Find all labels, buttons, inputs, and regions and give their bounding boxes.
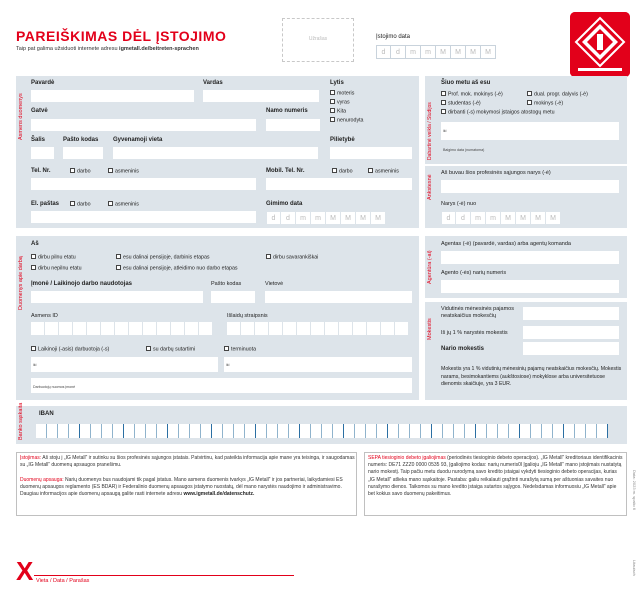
birth-date-input[interactable]	[266, 211, 386, 225]
iban-cell[interactable]	[113, 424, 124, 438]
date-cell[interactable]: d	[441, 211, 456, 225]
employment-panel	[16, 236, 419, 400]
fee-note: Mokestis yra 1 % vidutinių mėnesinių pajamų neatskaičius mokesčių. Mokestis narams, besimokantiems (aukštosiose) mokyklose arba universitetuose dienomis skaičiuje, yra 3 EUR.	[441, 366, 622, 388]
date-cell[interactable]: M	[451, 45, 466, 59]
street-field[interactable]	[31, 119, 256, 131]
iban-cell[interactable]	[443, 424, 454, 438]
legal-join-text: Įstojimas: Aš stoju į „IG Metall“ ir sutinku su šios profesinės sąjungos įstatais. Patvirtinu, kad pateikta informacija apie mane yra teisinga, ir saugodamas su „IG Metall“ duomenų apsaugos pranešimu.	[20, 455, 355, 469]
temp-until-placeholder-1: iki	[33, 363, 37, 367]
signature-mark: X	[16, 556, 34, 586]
iban-cell[interactable]	[333, 424, 344, 438]
iban-cell[interactable]	[355, 424, 366, 438]
name-field[interactable]	[203, 90, 319, 102]
iban-cell[interactable]	[377, 424, 388, 438]
employment-side-label: Duomenys apie darbą	[18, 256, 24, 310]
iban-cell[interactable]	[124, 424, 135, 438]
temp-agency-hint: Darbuotojų nuomos įmonė	[33, 385, 76, 389]
citizenship-label: Pilietybė	[330, 137, 355, 143]
activity-pupil-checkbox[interactable]: mokinys (-ė)	[527, 100, 563, 107]
city-label: Gyvenamoji vieta	[113, 137, 163, 143]
iban-cell[interactable]	[421, 424, 432, 438]
name-label: Vardas	[203, 80, 223, 86]
iban-cell[interactable]	[487, 424, 498, 438]
join-date-input[interactable]	[376, 45, 496, 59]
gender-other-checkbox[interactable]: Kita	[330, 108, 346, 115]
iban-cell[interactable]	[322, 424, 333, 438]
iban-cell[interactable]	[36, 424, 47, 438]
iban-cell[interactable]	[498, 424, 509, 438]
date-cell[interactable]: M	[546, 211, 561, 225]
iban-cell[interactable]	[289, 424, 300, 438]
with-contract-checkbox[interactable]: su darbų sutartimi	[146, 346, 195, 353]
agency-line-label: Agentas (-ė) (pavardė, vardas) arba agentų komanda	[441, 241, 571, 247]
date-cell[interactable]: m	[486, 211, 501, 225]
country-field[interactable]	[31, 147, 54, 159]
page-title: PAREIŠKIMAS DĖL ĮSTOJIMO	[16, 28, 227, 44]
ig-metall-logo-icon	[570, 12, 630, 77]
iban-cell[interactable]	[399, 424, 410, 438]
temp-until-field-2[interactable]	[224, 357, 412, 372]
birth-date-label: Gimimo data	[266, 201, 303, 207]
iban-cell[interactable]	[410, 424, 421, 438]
agency-name-field[interactable]	[441, 251, 619, 264]
iban-cell[interactable]	[256, 424, 267, 438]
employer-city-label: Vietovė	[265, 281, 284, 287]
agency-side-label: Agentūra (-ai)	[427, 250, 433, 284]
percent-label: Iš jų 1 % narystės mokestis	[441, 330, 508, 336]
activity-student-checkbox[interactable]: studentas (-ė)	[441, 100, 481, 107]
iban-cell[interactable]	[564, 424, 575, 438]
mobile-personal-checkbox[interactable]: asmeninis	[368, 168, 399, 175]
iban-cell[interactable]	[267, 424, 278, 438]
postal-label: Pašto kodas	[63, 137, 99, 143]
iban-cell[interactable]	[388, 424, 399, 438]
iban-cell[interactable]	[344, 424, 355, 438]
iban-cell[interactable]	[366, 424, 377, 438]
iban-cell[interactable]	[278, 424, 289, 438]
gender-label: Lytis	[330, 80, 344, 86]
activity-side-label: Dabartinė veikla / Studijos	[427, 102, 433, 160]
income-field[interactable]	[523, 307, 619, 320]
date-cell[interactable]: M	[356, 211, 371, 225]
activity-until-field[interactable]	[441, 122, 619, 140]
personal-id-cells[interactable]	[31, 322, 213, 335]
date-cell[interactable]: d	[456, 211, 471, 225]
date-cell[interactable]: m	[311, 211, 326, 225]
activity-apprentice-checkbox[interactable]: Prof. mok. mokinys (-ė)	[441, 91, 503, 98]
phone-personal-checkbox[interactable]: asmeninis	[108, 168, 139, 175]
iban-cell[interactable]	[135, 424, 146, 438]
iban-cell[interactable]	[432, 424, 443, 438]
surname-field[interactable]	[31, 90, 194, 102]
employer-postal-field[interactable]	[211, 291, 255, 303]
iban-cell[interactable]	[454, 424, 465, 438]
activity-dual-checkbox[interactable]: dual. progr. dalyvis (-ė)	[527, 91, 588, 98]
iban-cell[interactable]	[146, 424, 157, 438]
house-no-field[interactable]	[266, 119, 320, 131]
activity-vacation-checkbox[interactable]: dirbanti (-s) mokymosi įstaigos atostogų metu	[441, 109, 555, 116]
iban-cell[interactable]	[597, 424, 608, 438]
activity-until-placeholder: iki	[443, 129, 447, 133]
date-cell[interactable]: M	[481, 45, 496, 59]
previous-member-field[interactable]	[441, 180, 619, 193]
date-cell[interactable]: d	[281, 211, 296, 225]
phone-label: Tel. Nr.	[31, 168, 51, 174]
date-cell[interactable]: m	[296, 211, 311, 225]
iban-cell[interactable]	[58, 424, 69, 438]
iban-cell[interactable]	[476, 424, 487, 438]
iban-label: IBAN	[39, 411, 54, 417]
phone-field[interactable]	[31, 178, 256, 190]
pay-group-cells[interactable]	[227, 322, 409, 335]
temp-worker-checkbox[interactable]: Laikinoji (-asis) darbuotoja (-s)	[31, 346, 109, 353]
temp-agency-field[interactable]	[31, 378, 412, 393]
surname-label: Pavardė	[31, 80, 55, 86]
street-label: Gatvė	[31, 108, 48, 114]
employer-postal-label: Pašto kodas	[211, 281, 242, 287]
previous-member-label: Aš buvau šios profesinės sąjungos narys (-ė)	[441, 170, 551, 176]
iban-cell[interactable]	[465, 424, 476, 438]
fee-side-label: Mokestis	[427, 318, 433, 340]
email-label: El. paštas	[31, 201, 60, 207]
employer-field[interactable]	[31, 291, 203, 303]
employer-label: Įmonė / Laikinojo darbo naudotojas	[31, 281, 133, 287]
date-cell[interactable]: d	[266, 211, 281, 225]
postal-field[interactable]	[63, 147, 103, 159]
percent-field[interactable]	[523, 326, 619, 339]
privacy-url-link[interactable]: www.igmetall.de/datenschutz.	[183, 491, 255, 498]
fixed-term-checkbox[interactable]: terminuota	[224, 346, 256, 353]
activity-until-hint: Baigimo data (numatoma)	[443, 148, 485, 152]
page-subtitle: Taip pat galima užsiduoti internete adresu igmetall.de/beitreten-sprachen	[16, 46, 199, 52]
date-cell[interactable]: m	[421, 45, 436, 59]
previous-side-label: Ankstesnė	[427, 174, 433, 200]
agency-no-field[interactable]	[441, 280, 619, 293]
city-field[interactable]	[113, 147, 318, 159]
iban-cell[interactable]	[179, 424, 190, 438]
citizenship-field[interactable]	[330, 147, 412, 159]
iban-cell[interactable]	[553, 424, 564, 438]
iban-cell[interactable]	[212, 424, 223, 438]
member-fee-field[interactable]	[523, 342, 619, 355]
member-since-input[interactable]	[441, 211, 561, 225]
date-cell[interactable]: m	[471, 211, 486, 225]
iban-cell[interactable]	[575, 424, 586, 438]
email-work-checkbox[interactable]: darbo	[70, 201, 91, 208]
legal-privacy-text: Duomenų apsauga: Narių duomenys bus naudojami tik pagal įstatus. Mano asmens duomenis tvarkys „IG Metall“ ir jos partneriai, laikydamiesi ES duomenų apsaugos reglamento (ES BDAR) ir Federalinio duomenų apsaugos įstatymo nuostatų, dėl mano narystės naudojimo ir administravimo. Daugiau informacijos apie duomenų apsaugą galite rasti internete adresu www.igmetall.de/datenschutz.	[20, 477, 343, 498]
iban-cell[interactable]	[47, 424, 58, 438]
email-personal-checkbox[interactable]: asmeninis	[108, 201, 139, 208]
iban-cell[interactable]	[157, 424, 168, 438]
member-fee-label: Nario mokestis	[441, 346, 485, 352]
iban-cells[interactable]	[36, 424, 608, 438]
iban-cell[interactable]	[586, 424, 597, 438]
partial-retirement-work-checkbox[interactable]: esu dalinai pensijoje, darbinis etapas	[116, 254, 210, 261]
house-no-label: Namo numeris	[266, 108, 308, 114]
employment-i-am: Aš	[31, 241, 39, 247]
date-cell[interactable]: m	[406, 45, 421, 59]
iban-cell[interactable]	[531, 424, 542, 438]
iban-cell[interactable]	[234, 424, 245, 438]
margin-date-code: Data: 2023 m. spalio 6	[632, 470, 637, 511]
margin-language: Litauisch	[632, 560, 637, 576]
iban-cell[interactable]	[311, 424, 322, 438]
parttime-checkbox[interactable]: dirbu nepilnu etatu	[31, 265, 82, 272]
signature-line	[34, 575, 294, 576]
personal-side-label: Asmens duomenys	[18, 93, 24, 140]
iban-cell[interactable]	[542, 424, 553, 438]
iban-cell[interactable]	[80, 424, 91, 438]
employer-city-field[interactable]	[265, 291, 412, 303]
date-cell[interactable]: M	[371, 211, 386, 225]
legal-sepa-text: SEPA tiesioginio debeto įgaliojimas (periodinės tiesioginio debeto operacijos). „IG Metall“ kreditoriaus identifikacinis numeris: DE71 ZZZ0 0000 0535 93, Įgaliojimo kodas: narių numeris0l Įgalioju „IG Metall“ mano įstojimais nustatytą nario mokestį. Taip pačiu metu duodu nurodymą savo kredito įstaigai vykdyti tiesioginio debeto operacijas, kurias „IG Metall“ atlieka mano sąskaitoje. Pastaba: galiu reikalauti grąžinti nurašytą sumą per aštuonias savaites nuo nurašymo dienos. Taikomos su mano kredito įstaiga sutartos sąlygos. Nedelsdamas informuosiu „IG Metall“ apie bet kokius savo duomenų pakeitimus.	[368, 455, 623, 498]
gender-unspecified-checkbox[interactable]: nenurodyta	[330, 117, 364, 124]
agency-no-label: Agento (-ės) narių numeris	[441, 270, 507, 276]
date-cell[interactable]: M	[341, 211, 356, 225]
date-cell[interactable]: M	[516, 211, 531, 225]
iban-cell[interactable]	[300, 424, 311, 438]
mobile-work-checkbox[interactable]: darbo	[332, 168, 353, 175]
iban-cell[interactable]	[190, 424, 201, 438]
email-field[interactable]	[31, 211, 256, 223]
country-label: Šalis	[31, 137, 46, 143]
mobile-label: Mobil. Tel. Nr.	[266, 168, 305, 174]
date-cell[interactable]: M	[501, 211, 516, 225]
iban-cell[interactable]	[509, 424, 520, 438]
iban-cell[interactable]	[245, 424, 256, 438]
date-cell[interactable]: M	[531, 211, 546, 225]
partial-retirement-release-checkbox[interactable]: esu dalinai pensijoje, atleidimo nuo darbo etapas	[116, 265, 238, 272]
stamp-label: Užrašas	[308, 36, 328, 42]
pay-group-label: Išlaidų straipsnis	[227, 313, 268, 319]
bank-side-label: Banko sąskaita	[18, 402, 24, 440]
iban-cell[interactable]	[223, 424, 234, 438]
temp-until-field-1[interactable]	[31, 357, 218, 372]
self-employed-checkbox[interactable]: dirbu savarankiškai	[266, 254, 318, 261]
date-cell[interactable]: M	[466, 45, 481, 59]
legal-box-right	[364, 452, 627, 516]
member-since-label: Narys (-ė) nuo	[441, 201, 477, 207]
iban-cell[interactable]	[520, 424, 531, 438]
subtitle-url[interactable]: igmetall.de/beitreten-sprachen	[119, 46, 199, 52]
join-date-label: Įstojimo data	[376, 34, 411, 40]
iban-cell[interactable]	[201, 424, 212, 438]
activity-title: Šiuo metu aš esu	[441, 80, 491, 86]
date-cell[interactable]: M	[436, 45, 451, 59]
personal-id-label: Asmens ID	[31, 313, 58, 319]
mobile-field[interactable]	[266, 178, 412, 190]
iban-cell[interactable]	[102, 424, 113, 438]
date-cell[interactable]: d	[376, 45, 391, 59]
iban-cell[interactable]	[91, 424, 102, 438]
date-cell[interactable]: d	[391, 45, 406, 59]
iban-cell[interactable]	[69, 424, 80, 438]
legal-box-left	[16, 452, 357, 516]
date-cell[interactable]: M	[326, 211, 341, 225]
phone-work-checkbox[interactable]: darbo	[70, 168, 91, 175]
income-label: Vidutinės mėnesinės pajamos neatskaičius mokesčių	[441, 306, 514, 319]
fulltime-checkbox[interactable]: dirbu pilnu etatu	[31, 254, 76, 261]
gender-male-checkbox[interactable]: vyras	[330, 99, 350, 106]
iban-cell[interactable]	[168, 424, 179, 438]
signature-label[interactable]: Vieta / Data / Parašas	[36, 578, 90, 584]
temp-until-placeholder-2: iki	[226, 363, 230, 367]
gender-female-checkbox[interactable]: moteris	[330, 90, 354, 97]
